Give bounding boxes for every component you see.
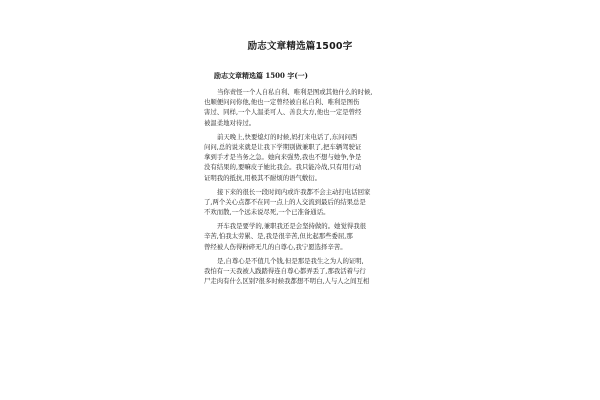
text-line: 害过、同样,一个人温柔可人、善良大方,他也一定是曾经: [204, 108, 362, 117]
paragraph: [204, 187, 398, 218]
text-line: 问问,总的说来就是让我下学期别做兼职了,把车辆驾驶证: [204, 142, 362, 151]
paragraph: [204, 221, 398, 252]
section-heading: 励志文章精选篇 1500 字(一): [214, 71, 308, 80]
text-line: 没有结果的,要嘛皮子她比我会。我只能冷战,只有用行动: [204, 163, 362, 172]
text-line: 前天晚上,快要熄灯的时候,妈打来电话了,东问问西: [217, 132, 358, 141]
paragraph: [204, 256, 398, 287]
paragraph: [204, 87, 398, 128]
text-line: 接下来的很长一段时间内或许我都不会主动打电话回家: [217, 187, 371, 196]
text-line: 证明我的抵抗,用极其不耐烦的语气敷衍。: [204, 173, 322, 182]
text-line: 被温柔地对待过。: [204, 118, 256, 127]
text-line: 尸走肉有什么区别?很多时候我都想不明白,人与人之间互相: [204, 277, 370, 286]
document-title: 励志文章精选篇1500字: [247, 41, 353, 52]
text-line: 曾经被人伤得粉碎无几的自尊心,我宁愿选择辛苦。: [204, 242, 347, 251]
text-line: 开车我是要学的,兼职我还是会坚持做的。她觉得我很: [217, 222, 367, 231]
text-line: 辛苦,怕我太劳累、是,我是很辛苦,但比起那些委屈,那: [204, 232, 353, 241]
text-line: 拿到手才是当务之急。她向来强势,我也不想与她争,争是: [204, 153, 362, 162]
text-line: 不欢而散,一个远未说尽死,一个已准备通话。: [204, 208, 330, 217]
paragraph: [204, 132, 398, 183]
text-line: 了,两个关心点都不在同一点上的人交流到最后的结果总是: [204, 197, 366, 206]
text-line: 也顺便问问你他,他也一定曾经被自私自利、唯利是图伤: [204, 98, 360, 107]
text-line: 是,自尊心是不值几个钱,但是那是我生之为人的证明,: [217, 256, 364, 265]
body-text: [204, 87, 398, 290]
text-line: 我怕有一天我被人践踏得连自尊心都弄丢了,那我活着与行: [204, 267, 366, 275]
text-line: 当你责怪一个人自私自利、唯利是图或其他什么的时候,: [217, 88, 373, 96]
